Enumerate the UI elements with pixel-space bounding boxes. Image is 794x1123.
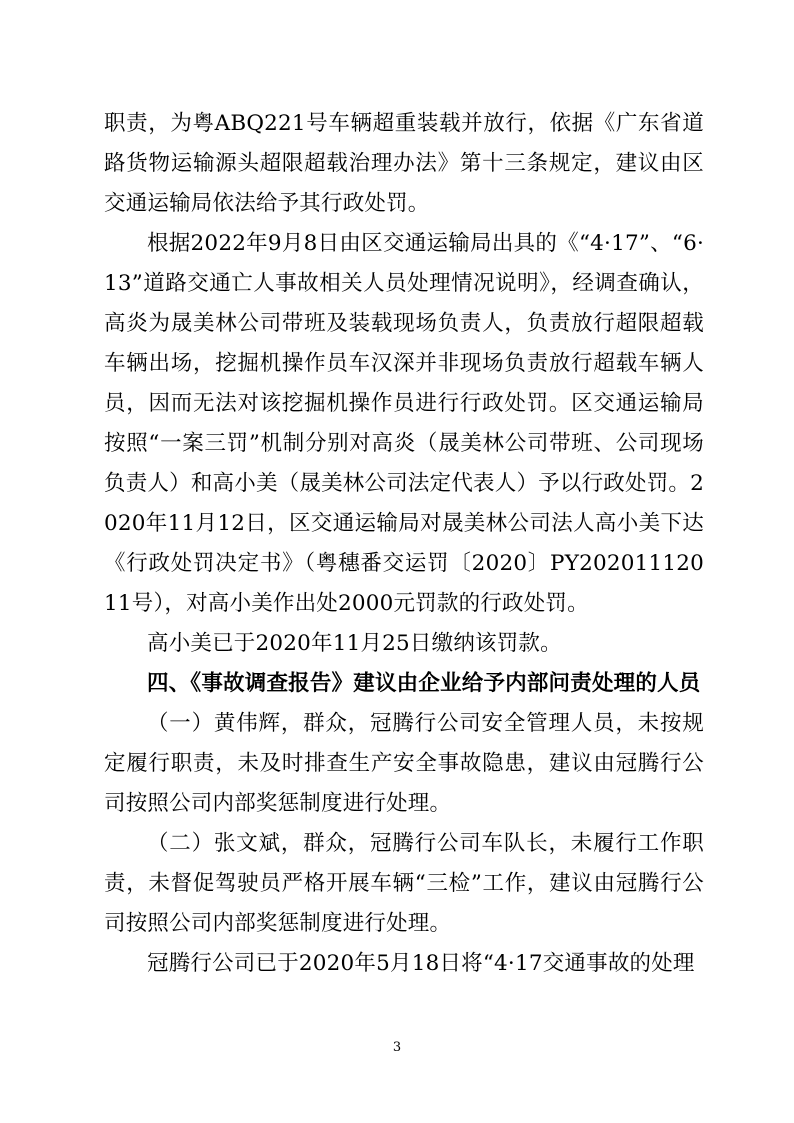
paragraph-continuation: 职责，为粤ABQ221号车辆超重装载并放行，依据《广东省道路货物运输源头超限超载治理办法》第十三条规定，建议由区交通运输局依法给予其行政处罚。 bbox=[104, 111, 704, 216]
paragraph-investigation-findings: 根据2022年9月8日由区交通运输局出具的《“4·17”、“6·13”道路交通亡人事故相关人员处理情况说明》，经调查确认，高炎为晟美林公司带班及装载现场负责人，负责放行超限超载车辆出场，挖掘机操作员车汉深并非现场负责放行超载车辆人员，因而无法对该挖掘机操作员进行行政处罚。区交通运输局按照“一案三罚”机制分别对高炎（晟美林公司带班、公司现场负责人）和高小美（晟美林公司法定代表人）予以行政处罚。2020年11月12日，区交通运输局对晟美林公司法人高小美下达《行政处罚决定书》（粤穗番交运罚〔2020〕PY20201112011号），对高小美作出处2000元罚款的行政处罚。 bbox=[104, 231, 704, 616]
paragraph-item-three-truncated: 冠腾行公司已于2020年5月18日将“4·17交通事故的处理 bbox=[147, 951, 695, 976]
paragraph-item-two: （二）张文斌，群众，冠腾行公司车队长，未履行工作职责，未督促驾驶员严格开展车辆“三检”工作，建议由冠腾行公司按照公司内部奖惩制度进行处理。 bbox=[104, 831, 704, 936]
page-content-body bbox=[104, 104, 704, 984]
paragraph-item-one: （一）黄伟辉，群众，冠腾行公司安全管理人员，未按规定履行职责，未及时排查生产安全事故隐患，建议由冠腾行公司按照公司内部奖惩制度进行处理。 bbox=[104, 711, 704, 816]
page-number: 3 bbox=[392, 1040, 402, 1055]
paragraph-fine-payment: 高小美已于2020年11月25日缴纳该罚款。 bbox=[147, 631, 562, 656]
section-heading-four: 四、《事故调查报告》建议由企业给予内部问责处理的人员 bbox=[147, 671, 701, 696]
